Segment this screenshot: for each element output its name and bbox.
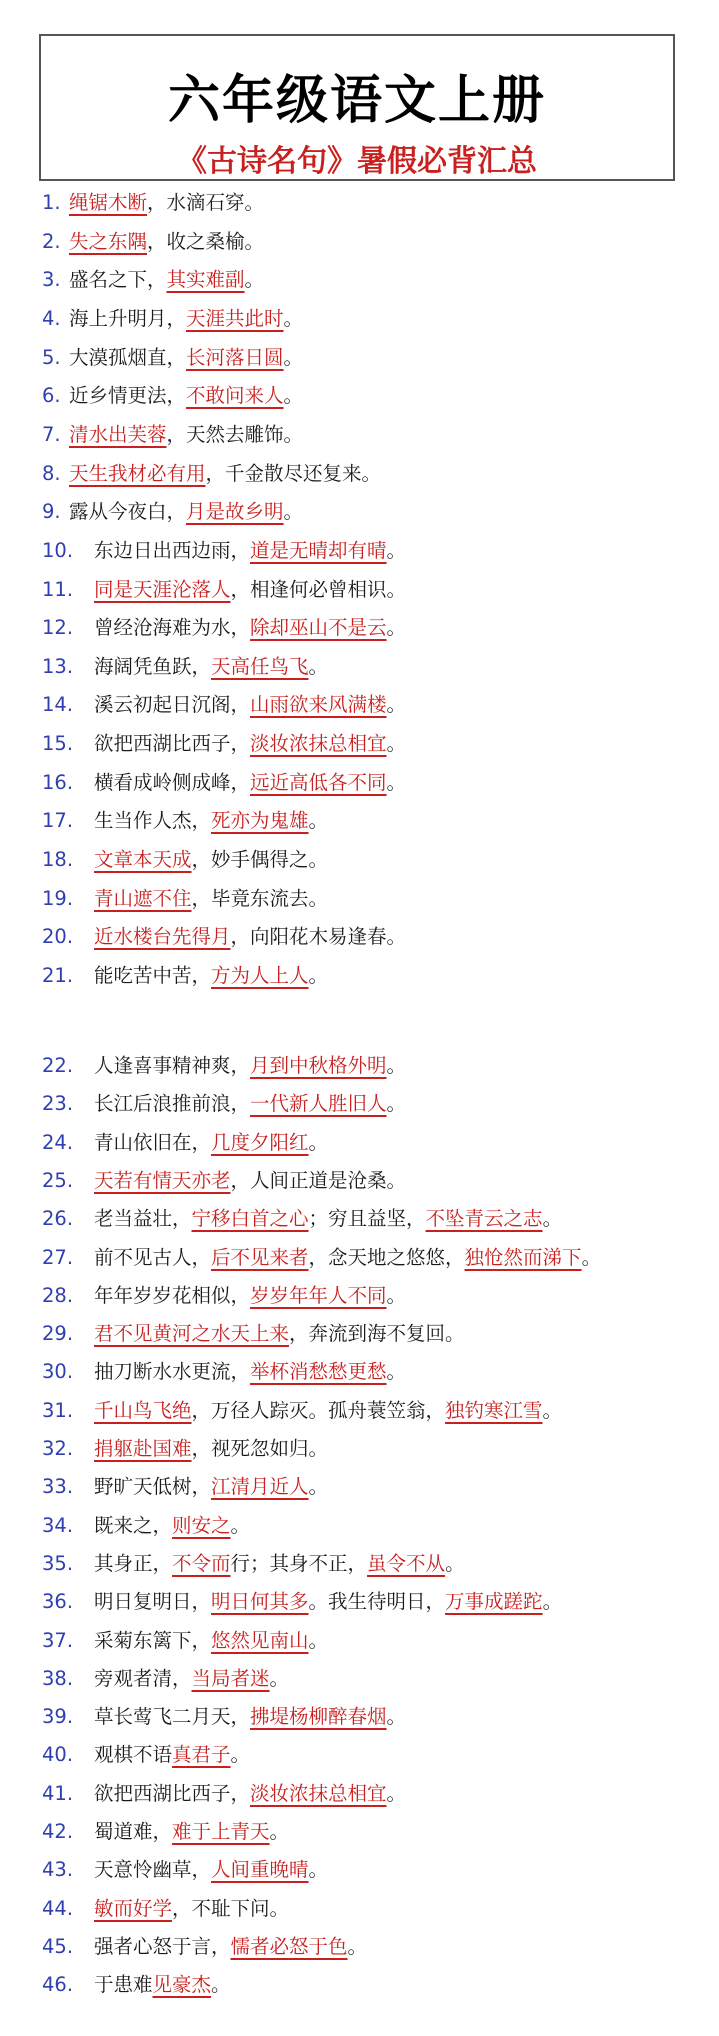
- answer-phrase: 失之东隅: [69, 229, 148, 253]
- prompt-text: 草长莺飞二月天，: [94, 1705, 251, 1729]
- prompt-text: 。: [386, 1781, 407, 1805]
- item-text: [94, 1700, 406, 1734]
- item-text: [94, 1355, 406, 1389]
- item-number: 32.: [42, 1437, 74, 1460]
- item-number: 8.: [42, 461, 61, 485]
- item-number: 29.: [42, 1322, 74, 1346]
- prompt-text: 近乡情更法，: [69, 384, 187, 408]
- prompt-text: 采菊东篱下，: [94, 1628, 212, 1652]
- prompt-text: 。: [230, 1743, 251, 1767]
- prompt-text: 其身正，: [94, 1551, 173, 1575]
- item-number: 34.: [42, 1513, 74, 1537]
- prompt-text: ，毕竟东流去。: [191, 886, 329, 910]
- prompt-text: 溪云初起日沉阁，: [94, 693, 251, 717]
- answer-phrase: 月到中秋格外明: [250, 1054, 387, 1077]
- answer-phrase: 不坠青云之志: [425, 1207, 543, 1231]
- item-number: 31.: [42, 1398, 74, 1422]
- item-text: [94, 650, 328, 684]
- item-number: 44.: [42, 1896, 74, 1920]
- item-text: [69, 302, 303, 336]
- item-text: [94, 1777, 406, 1811]
- item-text: [94, 1662, 289, 1696]
- item-number: 24.: [42, 1130, 74, 1154]
- answer-phrase: 则安之: [172, 1513, 231, 1537]
- prompt-text: 旁观者清，: [94, 1666, 192, 1690]
- prompt-text: 野旷天低树，: [94, 1475, 212, 1499]
- item-text: [94, 1815, 289, 1849]
- item-number: 27.: [42, 1245, 74, 1269]
- prompt-text: 。: [230, 1513, 251, 1537]
- item-number: 9.: [42, 500, 61, 524]
- answer-phrase: 拂堤杨柳醉春烟: [250, 1705, 387, 1729]
- item-number: 17.: [42, 809, 74, 833]
- prompt-text: 欲把西湖比西子，: [94, 1781, 251, 1805]
- item-text: [94, 920, 406, 954]
- item-number: 41.: [42, 1781, 74, 1805]
- prompt-text: 行；其身不正，: [230, 1551, 368, 1575]
- item-text: [94, 1738, 250, 1772]
- prompt-text: 。: [308, 1628, 329, 1652]
- answer-phrase: 长河落日圆: [186, 345, 284, 369]
- prompt-text: 。: [308, 654, 329, 678]
- item-number: 42.: [42, 1820, 74, 1843]
- item-text: [94, 611, 406, 645]
- prompt-text: ，奔流到海不复回。: [289, 1322, 465, 1346]
- prompt-text: 蜀道难，: [94, 1820, 173, 1843]
- item-text: [94, 766, 406, 800]
- item-text: [94, 1241, 601, 1275]
- answer-phrase: 山雨欲来风满楼: [250, 693, 387, 717]
- item-text: [69, 495, 303, 529]
- item-text: [94, 843, 328, 877]
- item-number: 3.: [42, 268, 61, 292]
- answer-phrase: 除却巫山不是云: [250, 616, 387, 640]
- item-number: 1.: [42, 191, 61, 214]
- prompt-text: 盛名之下，: [69, 268, 167, 292]
- answer-phrase: 同是天涯沦落人: [94, 577, 231, 601]
- prompt-text: 。: [386, 616, 407, 640]
- item-text: [69, 379, 303, 413]
- prompt-text: 曾经沧海难为水，: [94, 616, 251, 640]
- answer-phrase: 不令而: [172, 1551, 231, 1575]
- prompt-text: ，相逢何必曾相识。: [230, 577, 407, 601]
- prompt-text: ，念天地之悠悠，: [308, 1245, 465, 1269]
- item-text: [94, 1624, 328, 1658]
- answer-phrase: 月是故乡明: [186, 500, 284, 524]
- item-number: 36.: [42, 1590, 74, 1614]
- prompt-text: 。: [283, 306, 304, 330]
- answer-phrase: 天高任鸟飞: [211, 654, 309, 678]
- answer-phrase: 淡妆浓抹总相宜: [250, 1781, 387, 1805]
- answer-phrase: 宁移白首之心: [191, 1207, 309, 1231]
- item-text: [94, 727, 406, 761]
- item-text: [94, 1968, 231, 2002]
- answer-phrase: 几度夕阳红: [211, 1130, 309, 1154]
- answer-phrase: 远近高低各不同: [250, 770, 387, 794]
- prompt-text: ，收之桑榆。: [147, 229, 265, 253]
- item-number: 4.: [42, 306, 61, 330]
- answer-phrase: 文章本天成: [94, 848, 192, 872]
- page-title: 六年级语文上册: [167, 70, 546, 131]
- answer-phrase: 真君子: [172, 1743, 231, 1767]
- prompt-text: ，人间正道是沧桑。: [230, 1168, 407, 1192]
- item-number: 46.: [42, 1973, 74, 1997]
- prompt-text: 。: [269, 1820, 290, 1843]
- item-number: 16.: [42, 770, 74, 794]
- answer-phrase: 当局者迷: [191, 1666, 270, 1690]
- answer-phrase: 江清月近人: [211, 1475, 309, 1499]
- item-number: 2.: [42, 229, 61, 253]
- prompt-text: ，向阳花木易逢春。: [230, 925, 407, 949]
- answer-phrase: 懦者必怒于色: [230, 1934, 348, 1958]
- answer-phrase: 青山遮不住: [94, 886, 192, 910]
- prompt-text: ；穷且益坚，: [308, 1207, 426, 1231]
- item-number: 45.: [42, 1934, 74, 1958]
- item-text: [94, 1547, 465, 1581]
- prompt-text: 。: [542, 1398, 563, 1422]
- prompt-text: 。: [386, 1092, 407, 1116]
- answer-phrase: 道是无晴却有晴: [250, 538, 387, 562]
- prompt-text: ，千金散尽还复来。: [205, 461, 382, 485]
- answer-phrase: 敏而好学: [94, 1896, 173, 1920]
- item-number: 13.: [42, 654, 74, 678]
- answer-phrase: 一代新人胜旧人: [250, 1092, 387, 1116]
- answer-phrase: 捐躯赴国难: [94, 1437, 192, 1460]
- item-number: 14.: [42, 693, 74, 717]
- prompt-text: ，天然去雕饰。: [166, 422, 304, 446]
- prompt-text: 强者心怒于言，: [94, 1934, 231, 1958]
- item-text: [69, 418, 303, 452]
- prompt-text: 能吃苦中苦，: [94, 964, 212, 987]
- prompt-text: 。: [283, 500, 304, 524]
- prompt-text: 。: [244, 268, 265, 292]
- item-text: [94, 1164, 406, 1198]
- prompt-text: 。: [386, 693, 407, 717]
- prompt-text: 前不见古人，: [94, 1245, 212, 1269]
- item-number: 15.: [42, 732, 74, 756]
- item-number: 5.: [42, 345, 61, 369]
- prompt-text: 生当作人杰，: [94, 809, 212, 833]
- item-text: [94, 882, 328, 916]
- prompt-text: 。: [269, 1666, 290, 1690]
- prompt-text: 。: [542, 1207, 563, 1231]
- page-subtitle: 《古诗名句》暑假必背汇总: [177, 144, 537, 179]
- item-number: 7.: [42, 422, 61, 446]
- prompt-text: 抽刀断水水更流，: [94, 1360, 251, 1384]
- prompt-text: 于患难: [94, 1973, 153, 1997]
- prompt-text: 。: [386, 1360, 407, 1384]
- item-number: 18.: [42, 848, 74, 872]
- prompt-text: 长江后浪推前浪，: [94, 1092, 251, 1116]
- answer-phrase: 淡妆浓抹总相宜: [250, 732, 387, 756]
- item-text: [94, 1470, 328, 1504]
- answer-phrase: 天生我材必有用: [69, 461, 206, 485]
- prompt-text: 。: [308, 964, 329, 987]
- prompt-text: 。: [211, 1973, 231, 1997]
- prompt-text: 年年岁岁花相似，: [94, 1283, 251, 1307]
- prompt-text: 横看成岭侧成峰，: [94, 770, 251, 794]
- item-text: [94, 1279, 406, 1313]
- answer-phrase: 悠然见南山: [211, 1628, 309, 1652]
- item-text: [94, 804, 328, 838]
- item-number: 30.: [42, 1360, 74, 1384]
- item-number: 25.: [42, 1168, 74, 1192]
- item-text: [94, 1853, 328, 1887]
- item-text: [69, 341, 303, 375]
- answer-phrase: 见豪杰: [152, 1973, 212, 1997]
- prompt-text: 欲把西湖比西子，: [94, 732, 251, 756]
- answer-phrase: 岁岁年年人不同: [250, 1283, 387, 1307]
- answer-phrase: 后不见来者: [211, 1245, 309, 1269]
- prompt-text: 明日复明日，: [94, 1590, 212, 1614]
- prompt-text: 。我生待明日，: [308, 1590, 446, 1614]
- item-text: [69, 457, 381, 491]
- prompt-text: 。: [283, 345, 304, 369]
- prompt-text: 。: [386, 1054, 407, 1077]
- prompt-text: 。: [386, 732, 407, 756]
- answer-phrase: 虽令不从: [367, 1551, 446, 1575]
- item-text: [94, 1930, 367, 1964]
- item-text: [94, 534, 406, 568]
- prompt-text: 。: [347, 1934, 368, 1958]
- item-text: [94, 1317, 465, 1351]
- prompt-text: 。: [308, 1858, 329, 1882]
- answer-phrase: 死亦为鬼雄: [211, 809, 309, 833]
- item-text: [94, 1585, 562, 1619]
- answer-phrase: 近水楼台先得月: [94, 925, 231, 949]
- prompt-text: 。: [386, 770, 407, 794]
- item-text: [94, 688, 406, 722]
- item-number: 23.: [42, 1092, 74, 1116]
- item-text: [69, 263, 264, 297]
- prompt-text: 。: [386, 538, 407, 562]
- item-number: 38.: [42, 1666, 74, 1690]
- prompt-text: 。: [308, 1130, 329, 1154]
- prompt-text: 。: [386, 1283, 407, 1307]
- prompt-text: 。: [283, 384, 304, 408]
- answer-phrase: 天涯共此时: [186, 306, 284, 330]
- answer-phrase: 明日何其多: [211, 1590, 309, 1614]
- answer-phrase: 天若有情天亦老: [94, 1168, 231, 1192]
- answer-phrase: 难于上青天: [172, 1820, 270, 1843]
- prompt-text: 露从今夜白，: [69, 500, 187, 524]
- item-text: [69, 225, 264, 259]
- item-text: [94, 1394, 562, 1428]
- item-text: [94, 1049, 406, 1083]
- item-number: 19.: [42, 886, 74, 910]
- prompt-text: 海阔凭鱼跃，: [94, 654, 212, 678]
- prompt-text: 。: [542, 1590, 563, 1614]
- answer-phrase: 不敢问来人: [186, 384, 284, 408]
- answer-phrase: 千山鸟飞绝: [94, 1398, 192, 1422]
- prompt-text: 。: [581, 1245, 602, 1269]
- item-number: 11.: [42, 577, 74, 601]
- prompt-text: 老当益壮，: [94, 1207, 192, 1231]
- prompt-text: 。: [445, 1551, 465, 1575]
- item-number: 43.: [42, 1858, 74, 1882]
- item-number: 37.: [42, 1628, 74, 1652]
- item-number: 39.: [42, 1705, 74, 1729]
- prompt-text: 既来之，: [94, 1513, 173, 1537]
- item-number: 22.: [42, 1054, 74, 1077]
- answer-phrase: 万事成蹉跎: [445, 1590, 543, 1614]
- item-text: [94, 959, 328, 993]
- prompt-text: 。: [308, 809, 329, 833]
- prompt-text: 天意怜幽草，: [94, 1858, 212, 1882]
- item-text: [94, 1892, 289, 1926]
- item-number: 21.: [42, 964, 74, 987]
- prompt-text: 人逢喜事精神爽，: [94, 1054, 251, 1077]
- prompt-text: 东边日出西边雨，: [94, 538, 251, 562]
- title-box: [39, 34, 675, 181]
- item-number: 26.: [42, 1207, 74, 1231]
- item-text: [94, 573, 406, 607]
- prompt-text: ，万径人踪灭。孤舟蓑笠翁，: [191, 1398, 446, 1422]
- item-text: [69, 186, 264, 220]
- item-number: 20.: [42, 925, 74, 949]
- prompt-text: 。: [308, 1475, 329, 1499]
- answer-phrase: 独怆然而涕下: [464, 1245, 582, 1269]
- item-text: [94, 1432, 328, 1466]
- item-number: 12.: [42, 616, 74, 640]
- item-number: 28.: [42, 1283, 74, 1307]
- answer-phrase: 其实难副: [166, 268, 245, 292]
- prompt-text: 大漠孤烟直，: [69, 345, 187, 369]
- item-number: 10.: [42, 538, 74, 562]
- prompt-text: 观棋不语: [94, 1743, 173, 1767]
- item-text: [94, 1202, 562, 1236]
- answer-phrase: 绳锯木断: [69, 191, 148, 214]
- item-number: 35.: [42, 1551, 74, 1575]
- item-number: 40.: [42, 1743, 74, 1767]
- prompt-text: 海上升明月，: [69, 306, 187, 330]
- answer-phrase: 君不见黄河之水天上来: [94, 1322, 290, 1346]
- item-text: [94, 1087, 406, 1121]
- answer-phrase: 人间重晚晴: [211, 1858, 309, 1882]
- prompt-text: ，妙手偶得之。: [191, 848, 329, 872]
- item-text: [94, 1126, 328, 1160]
- prompt-text: ，视死忽如归。: [191, 1437, 329, 1460]
- prompt-text: 。: [386, 1705, 407, 1729]
- answer-phrase: 方为人上人: [211, 964, 309, 987]
- prompt-text: ，不耻下问。: [172, 1896, 290, 1920]
- item-text: [94, 1509, 250, 1543]
- prompt-text: 青山依旧在，: [94, 1130, 212, 1154]
- answer-phrase: 独钓寒江雪: [445, 1398, 543, 1422]
- item-number: 6.: [42, 384, 61, 408]
- item-number: 33.: [42, 1475, 74, 1499]
- answer-phrase: 举杯消愁愁更愁: [250, 1360, 387, 1384]
- answer-phrase: 清水出芙蓉: [69, 422, 167, 446]
- prompt-text: ，水滴石穿。: [147, 191, 265, 214]
